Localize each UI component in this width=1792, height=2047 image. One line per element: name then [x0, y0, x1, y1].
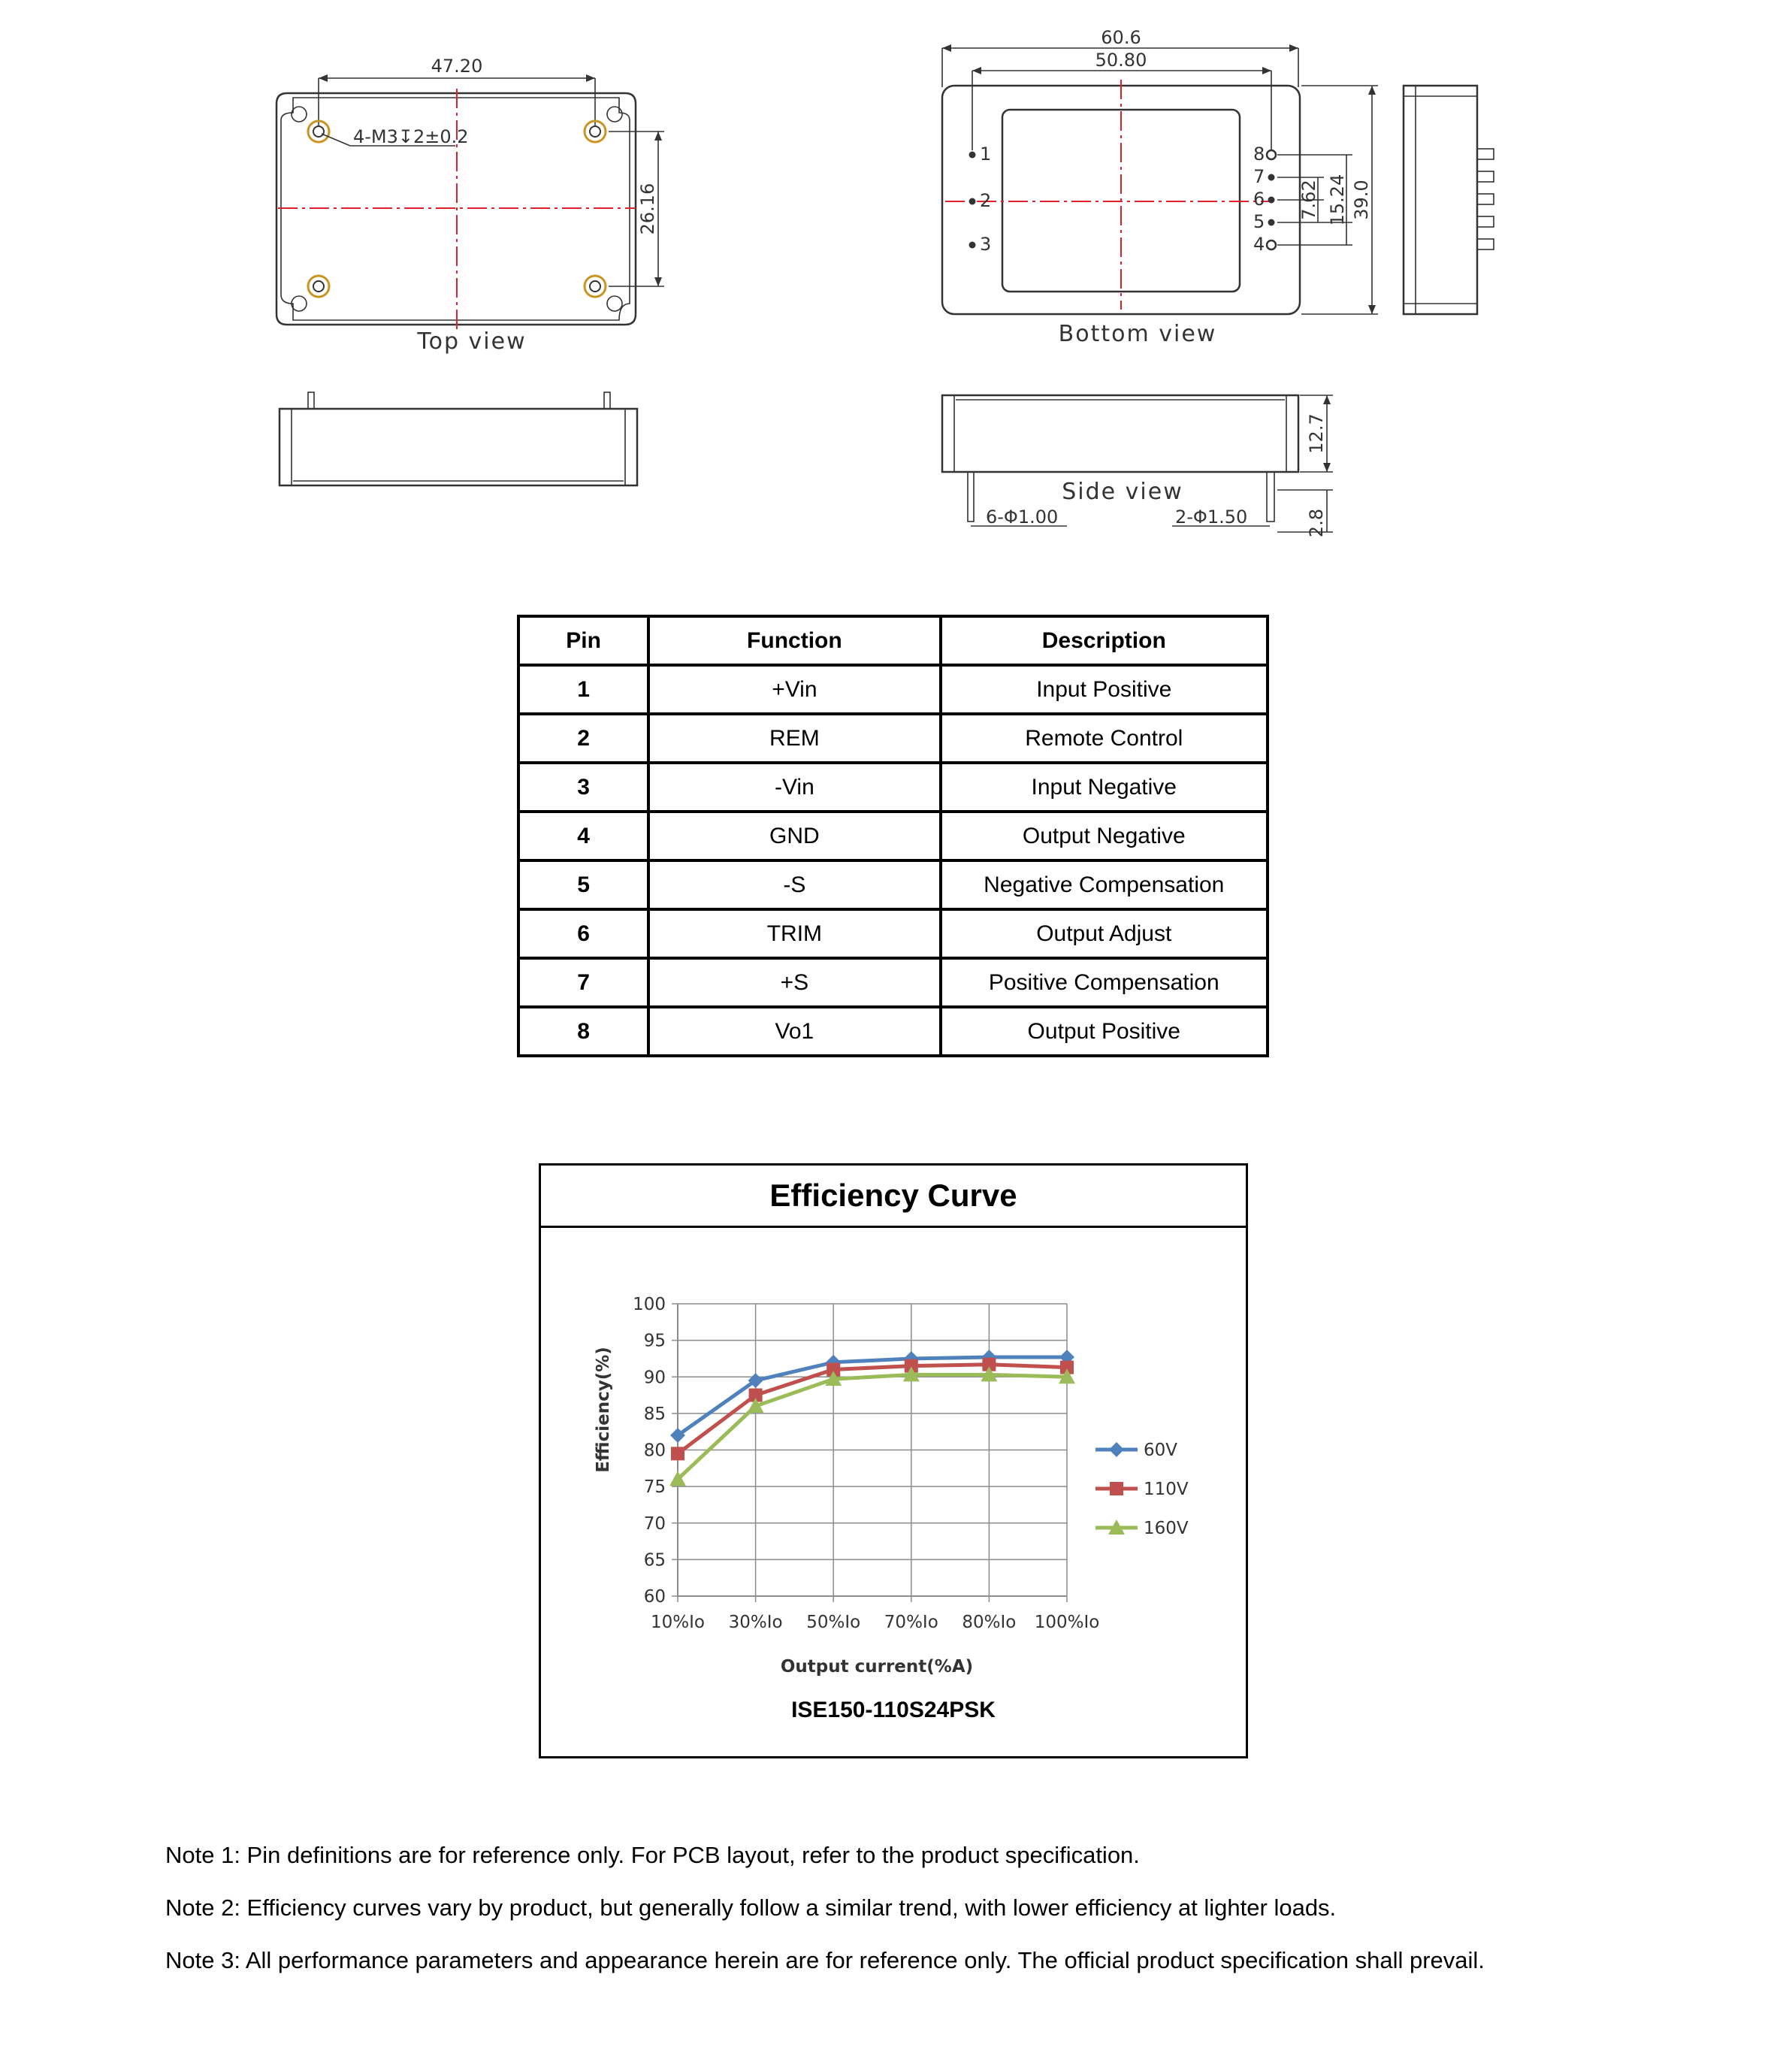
legend-label: 60V: [1144, 1441, 1178, 1460]
pin-description: Remote Control: [941, 714, 1268, 763]
bottom-view-pitch-dim: 7.62: [1298, 180, 1319, 220]
bottom-view-total-width-dim: 60.6: [1101, 27, 1141, 48]
pin-number: 6: [518, 909, 648, 958]
efficiency-chart: [541, 1228, 1246, 1756]
efficiency-chart-panel: [539, 1163, 1248, 1758]
side-view-small-pin-note: 6-Φ1.00: [986, 506, 1059, 528]
chart-series: [669, 1350, 1075, 1486]
x-tick-label: 100%Io: [1034, 1613, 1100, 1632]
table-row: [518, 812, 1268, 860]
note-2: Note 2: Efficiency curves vary by product, but generally follow a similar trend, with lower efficiency at lighter loads.: [165, 1894, 1337, 1921]
square-marker-icon: [1110, 1482, 1123, 1495]
pin-description: Negative Compensation: [941, 860, 1268, 909]
y-axis-ticks: [633, 1295, 666, 1607]
table-row: [518, 860, 1268, 909]
bottom-pin-label: 8: [1253, 144, 1265, 165]
bottom-pin-label: 1: [980, 144, 992, 165]
x-axis-label: Output current(%A): [780, 1657, 974, 1677]
bottom-pin-label: 2: [980, 190, 992, 211]
diamond-marker-icon: [1109, 1442, 1124, 1457]
top-side-profile-drawing: [280, 392, 637, 485]
mechanical-drawings: [0, 0, 1792, 556]
chart-legend: [1095, 1441, 1189, 1538]
table-row: [518, 714, 1268, 763]
table-row: [518, 763, 1268, 812]
top-view-drawing: [277, 56, 664, 355]
legend-label: 110V: [1144, 1480, 1189, 1499]
table-header-row: [518, 616, 1268, 665]
y-tick-label: 100: [633, 1295, 666, 1314]
bottom-pin-label: 5: [1253, 211, 1265, 232]
bottom-pin-label: 3: [980, 234, 992, 255]
pin-number: 3: [518, 763, 648, 812]
pin-description: Input Negative: [941, 763, 1268, 812]
header-description: Description: [941, 616, 1268, 665]
y-tick-label: 90: [643, 1368, 666, 1388]
y-tick-label: 70: [643, 1513, 666, 1534]
x-tick-label: 70%Io: [884, 1613, 938, 1632]
y-tick-label: 85: [643, 1404, 666, 1424]
x-tick-label: 50%Io: [806, 1613, 861, 1632]
side-view-large-pin-note: 2-Φ1.50: [1175, 506, 1248, 528]
pin-number: 1: [518, 665, 648, 714]
pin-description: Positive Compensation: [941, 958, 1268, 1007]
table-row: [518, 665, 1268, 714]
bottom-view-span-dim: 15.24: [1327, 174, 1348, 226]
y-axis-label: Efficiency(%): [594, 1347, 613, 1473]
pin-number: 2: [518, 714, 648, 763]
top-view-caption: Top view: [417, 328, 527, 355]
bottom-pin-label: 7: [1253, 166, 1265, 187]
legend-label: 160V: [1144, 1519, 1189, 1538]
m3-insert-icon: [308, 276, 329, 297]
bottom-view-caption: Bottom view: [1058, 321, 1217, 347]
pin-description: Output Negative: [941, 812, 1268, 860]
top-view-hole-note: 4-M3↧2±0.2: [353, 126, 469, 147]
side-view-drawing: [942, 395, 1333, 537]
right-side-profile-drawing: [1404, 86, 1494, 314]
y-tick-label: 60: [643, 1587, 666, 1607]
x-tick-label: 10%Io: [651, 1613, 705, 1632]
pin-function: +Vin: [648, 665, 940, 714]
pin-function: GND: [648, 812, 940, 860]
bottom-view-pin-span-dim: 50.80: [1095, 50, 1147, 71]
bottom-view-height-dim: 39.0: [1351, 180, 1372, 220]
m3-insert-icon: [585, 276, 606, 297]
note-3: Note 3: All performance parameters and appearance herein are for reference only. The official product specification shall prevail.: [165, 1947, 1485, 1973]
pin-function: -Vin: [648, 763, 940, 812]
side-view-caption: Side view: [1062, 479, 1183, 505]
y-tick-label: 75: [643, 1477, 666, 1498]
chart-grid: [672, 1304, 1067, 1602]
pin-description: Input Positive: [941, 665, 1268, 714]
pin-function: REM: [648, 714, 940, 763]
side-view-body-dim: 12.7: [1306, 413, 1327, 454]
notes-section: [165, 1829, 1485, 1987]
pin-function: TRIM: [648, 909, 940, 958]
bottom-view-drawing: [942, 27, 1378, 347]
x-axis-ticks: [651, 1613, 1099, 1632]
square-marker-icon: [671, 1447, 684, 1460]
pin-number: 8: [518, 1007, 648, 1056]
table-row: [518, 1007, 1268, 1056]
table-row: [518, 958, 1268, 1007]
pin-number: 7: [518, 958, 648, 1007]
bottom-pin-label: 4: [1253, 234, 1265, 255]
pin-function: -S: [648, 860, 940, 909]
note-1: Note 1: Pin definitions are for reference only. For PCB layout, refer to the product specification.: [165, 1842, 1140, 1868]
chart-title: Efficiency Curve: [541, 1166, 1246, 1228]
bottom-pin-label: 6: [1253, 189, 1265, 210]
pin-function: +S: [648, 958, 940, 1007]
top-view-height-dim: 26.16: [637, 183, 658, 235]
pin-definition-table: [517, 615, 1269, 1057]
pin-description: Output Positive: [941, 1007, 1268, 1056]
y-tick-label: 65: [643, 1550, 666, 1571]
x-tick-label: 30%Io: [728, 1613, 783, 1632]
model-number: ISE150-110S24PSK: [791, 1698, 996, 1722]
pin-number: 4: [518, 812, 648, 860]
x-tick-label: 80%Io: [962, 1613, 1017, 1632]
y-tick-label: 95: [643, 1331, 666, 1351]
y-tick-label: 80: [643, 1441, 666, 1461]
top-view-width-dim: 47.20: [431, 56, 483, 77]
header-function: Function: [648, 616, 940, 665]
table-row: [518, 909, 1268, 958]
header-pin: Pin: [518, 616, 648, 665]
pin-function: Vo1: [648, 1007, 940, 1056]
pin-description: Output Adjust: [941, 909, 1268, 958]
series-line-160V: [678, 1374, 1067, 1479]
pin-number: 5: [518, 860, 648, 909]
side-view-pin-dim: 2.8: [1306, 508, 1327, 538]
